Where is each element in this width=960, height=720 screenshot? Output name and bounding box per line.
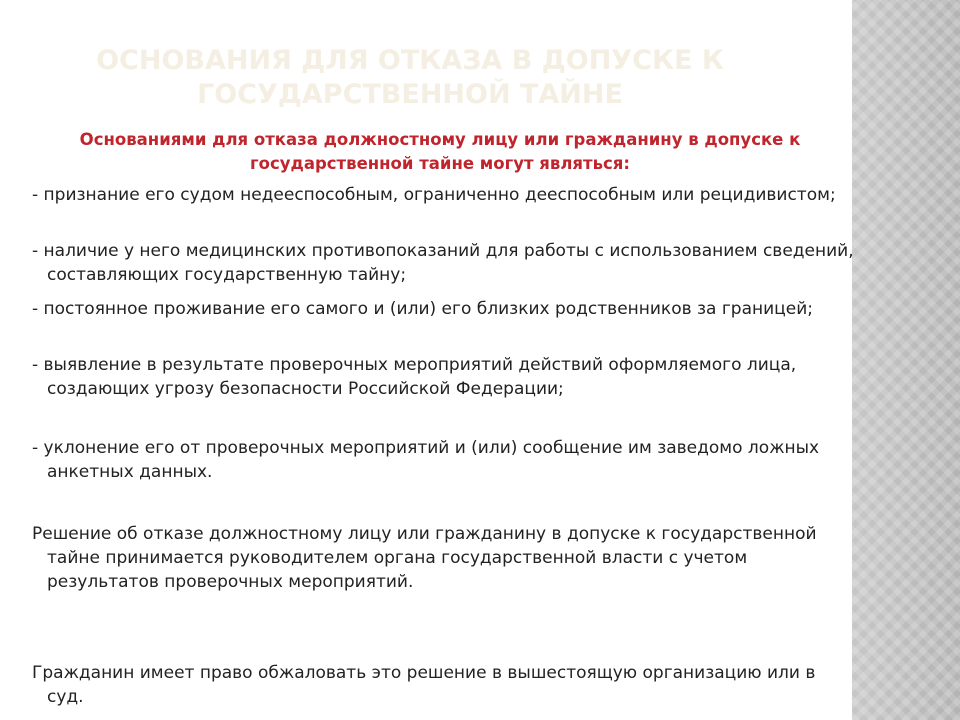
grounds-list [32, 0, 854, 720]
list-item: - выявление в результате проверочных мероприятий действий оформляемого лица, создающих угрозу безопасности Российской Федерации; [32, 355, 797, 399]
list-item: - признание его судом недееспособным, ограниченно дееспособным или рецидивистом; [32, 185, 836, 205]
list-item: - уклонение его от проверочных мероприятий и (или) сообщение им заведомо ложных анкетных данных. [32, 438, 820, 482]
slide-title: ОСНОВАНИЯ ДЛЯ ОТКАЗА В ДОПУСКЕ К ГОСУДАРСТВЕННОЙ ТАЙНЕ [96, 45, 724, 110]
decorative-side-pattern [852, 0, 960, 720]
list-item: - наличие у него медицинских противопоказаний для работы с использованием сведений, составляющих государственную тайну; [32, 241, 854, 285]
decision-paragraph: Решение об отказе должностному лицу или гражданину в допуске к государственной тайне принимается руководителем органа государственной власти с учетом результатов проверочных мероприятий. [32, 524, 817, 592]
intro-text: Основаниями для отказа должностному лицу или гражданину в допуске к государственной тайне могут являться: [79, 130, 801, 173]
list-item: - постоянное проживание его самого и (или) его близких родственников за границей; [32, 299, 813, 319]
appeal-paragraph: Гражданин имеет право обжаловать это решение в вышестоящую организацию или в суд. [32, 663, 816, 707]
